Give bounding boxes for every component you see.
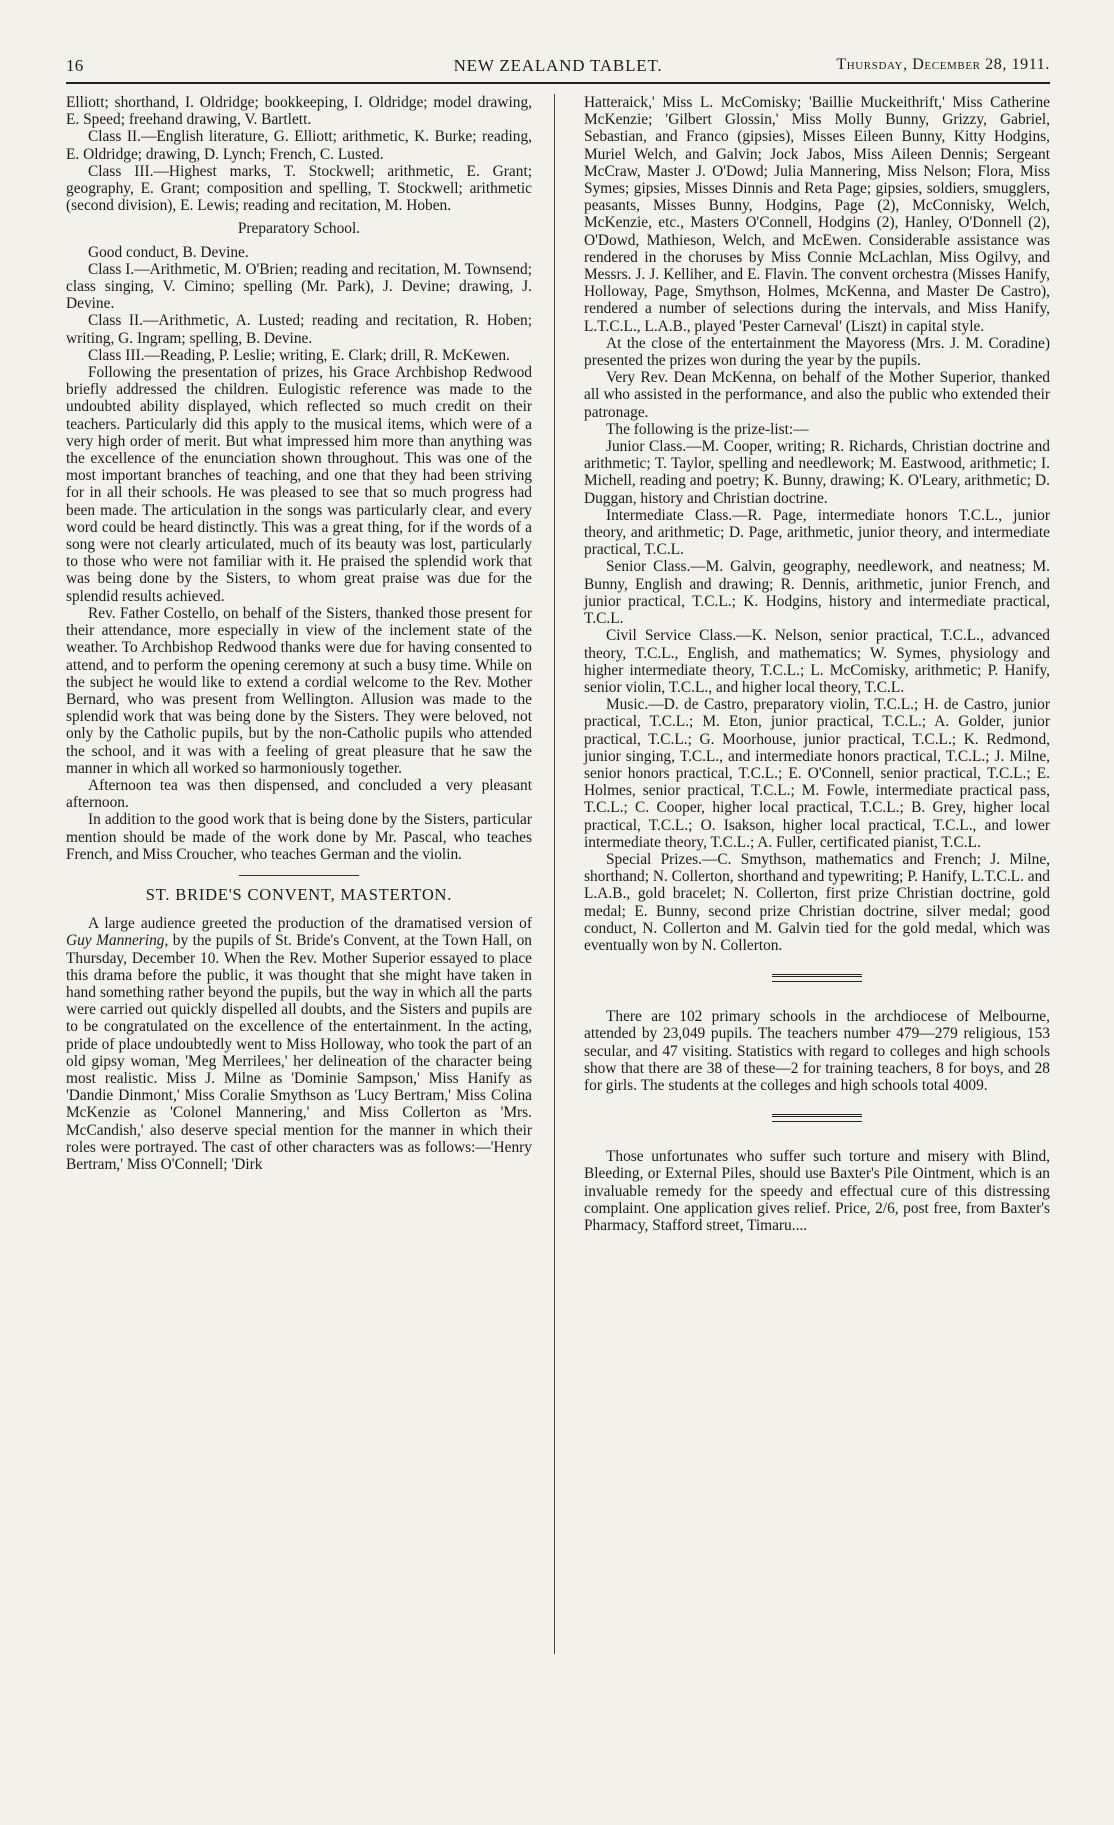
paragraph: Civil Service Class.—K. Nelson, senior practical, T.C.L., advanced theory, T.C.L., English, and mathematics; W. Symes, physiology and higher intermediate theory, T.C.L.; L. McComisky, arithmetic; P. Hanify, senior violin, T.C.L., and higher local theory, T.C.L. (584, 627, 1050, 696)
paragraph: Music.—D. de Castro, preparatory violin, T.C.L.; H. de Castro, junior practical, T.C.L.; M. Eton, junior practical, T.C.L.; A. Golder, junior practical, T.C.L.; G. Moorhouse, junior practical, T.C.L.; K. Redmond, junior singing, T.C.L., and intermediate honors practical, T.C.L.; J. Milne, senior honors practical, T.C.L.; E. O'Connell, senior practical, T.C.L.; E. Holmes, senior practical, T.C.L.; M. Fowle, intermediate practical pass, T.C.L.; C. Cooper, higher local practical, T.C.L.; B. Grey, higher local practical, T.C.L.; O. Isakson, higher local practical, T.C.L., and lower intermediate theory, T.C.L.; A. Fuller, certificated pianist, T.C.L. (584, 696, 1050, 851)
masthead: NEW ZEALAND TABLET. (453, 56, 663, 75)
paragraph: A large audience greeted the production of the dramatised version of Guy Mannering, by the pupils of St. Bride's Convent, at the Town Hall, on Thursday, December 10. When the Rev. Mother Superior essayed to place this drama before the public, it was thought that she might have taken in hand something rather beyond the pupils, but the way in which all the parts were carried out quickly dispelled all doubts, and the Sisters and pupils are to be congratulated on the excellence of the entertainment. In the acting, pride of place undoubtedly went to Miss Holloway, who took the part of an old gipsy woman, 'Meg Merrilees,' her delineation of the character being most realistic. Miss J. Milne as 'Dominie Sampson,' Miss Hanify as 'Dandie Dinmont,' Miss Coralie Smythson as 'Lucy Bertram,' Miss Colina McKenzie as 'Colonel Mannering,' and Miss Collerton as 'Mrs. McCandish,' also deserve special mention for the manner in which their roles were portrayed. The cast of other characters was as follows:—'Henry Bertram,' Miss O'Connell; 'Dirk (66, 915, 532, 1173)
column-divider (554, 94, 555, 1654)
paragraph: Those unfortunates who suffer such torture and misery with Blind, Bleeding, or External Piles, should use Baxter's Pile Ointment, which is an invaluable remedy for the speedy and effectual cure of this distressing complaint. One application gives relief. Price, 2/6, post free, from Baxter's Pharmacy, Stafford street, Timaru.... (584, 1148, 1050, 1234)
page-number: 16 (66, 56, 84, 75)
paragraph: Elliott; shorthand, I. Oldridge; bookkeeping, I. Oldridge; model drawing, E. Speed; freehand drawing, V. Bartlett. (66, 94, 532, 129)
paragraph: There are 102 primary schools in the archdiocese of Melbourne, attended by 23,049 pupils. The teachers number 479—279 religious, 153 secular, and 47 visiting. Statistics with regard to colleges and high schools show that there are 38 of these—2 for training teachers, 8 for boys, and 28 for girls. The students at the colleges and high schools total 4009. (584, 1008, 1050, 1094)
section-rule (239, 875, 359, 876)
paragraph: Class II.—English literature, G. Elliott; arithmetic, K. Burke; reading, E. Oldridge; drawing, D. Lynch; French, C. Lusted. (66, 128, 532, 163)
paragraph: Intermediate Class.—R. Page, intermediate honors T.C.L., junior theory, and arithmetic; D. Page, arithmetic, junior theory, and intermediate practical, T.C.L. (584, 506, 1050, 559)
paragraph: The following is the prize-list:— (606, 420, 809, 438)
left-column (66, 94, 532, 1173)
header-rule (66, 82, 1050, 84)
paragraph: In addition to the good work that is being done by the Sisters, particular mention should be made of the work done by Mr. Pascal, who teaches French, and Miss Croucher, who teaches German and the violin. (66, 811, 532, 863)
paragraph: Hatteraick,' Miss L. McComisky; 'Baillie Muckeithrift,' Miss Catherine McKenzie; 'Gilbert Glossin,' Miss Molly Bunny, Grizzy, Gabriel, Sebastian, and Franco (gipsies), Misses Eileen Bunny, Kitty Hodgins, Muriel Welch, and Galvin; Jock Jabos, Miss Aileen Dennis; Sergeant McCraw, Master J. O'Dowd; Julia Mannering, Miss Nelson; Flora, Miss Symes; gipsies, Misses Dinnis and Reta Page; gipsies, soldiers, smugglers, peasants, Misses Bunny, Hodgins, Page (2), McConnisky, Welch, McKenzie, etc., Masters O'Connell, Hodgins (2), Hanley, O'Donnell (2), O'Dowd, Mathieson, Welch, and McEwen. Considerable assistance was rendered in the choruses by Miss Connie McLachlan, Miss Ogilvy, and Messrs. J. J. Kelliher, and E. Flavin. The convent orchestra (Misses Hanify, Holloway, Page, Smythson, Holmes, McKenna, and Master De Castro), rendered a number of selections during the intervals, and Miss Hanify, L.T.C.L., L.A.B., played 'Pester Carneval' (Liszt) in capital style. (584, 94, 1050, 335)
paragraph: Senior Class.—M. Galvin, geography, needlework, and neatness; M. Bunny, English and drawing; R. Dennis, arithmetic, junior French, and junior practical, T.C.L.; K. Hodgins, history and intermediate practical, T.C.L. (584, 558, 1050, 628)
paragraph: Class III.—Highest marks, T. Stockwell; arithmetic, E. Grant; geography, E. Grant; composition and spelling, T. Stockwell; arithmetic (second division), E. Lewis; reading and recitation, M. Hoben. (66, 162, 532, 215)
paragraph: Class II.—Arithmetic, A. Lusted; reading and recitation, R. Hoben; writing, G. Ingram; spelling, B. Devine. (66, 312, 532, 347)
article-separator (772, 1114, 862, 1122)
paragraph: Class I.—Arithmetic, M. O'Brien; reading and recitation, M. Townsend; class singing, V. Cimino; spelling (Mr. Park), J. Devine; drawing, J. Devine. (66, 260, 532, 313)
paragraph: Rev. Father Costello, on behalf of the Sisters, thanked those present for their attendance, more especially in view of the inclement state of the weather. To Archbishop Redwood thanks were due for having consented to attend, and to perform the opening ceremony at such a busy time. While on the subject he would like to extend a cordial welcome to the Rev. Mother Bernard, who was present from Wellington. Allusion was made to the splendid work that was being done by the Sisters. They were beloved, not only by the Catholic pupils, but by the non-Catholic pupils who attended the school, and it was with a feeling of great pleasure that he saw the manner in which all worked so harmoniously together. (66, 604, 532, 777)
article-heading: ST. BRIDE'S CONVENT, MASTERTON. (145, 884, 453, 904)
paragraph: Class III.—Reading, P. Leslie; writing, E. Clark; drill, R. McKewen. (88, 346, 510, 364)
article-separator (772, 974, 862, 982)
page-header (66, 52, 1050, 82)
paragraph: Junior Class.—M. Cooper, writing; R. Richards, Christian doctrine and arithmetic; T. Taylor, spelling and needlework; M. Eastwood, arithmetic; I. Michell, reading and poetry; K. Bunny, drawing; K. O'Leary, arithmetic; D. Duggan, history and Christian doctrine. (584, 438, 1050, 507)
play-title: Guy Mannering (66, 932, 165, 950)
paragraph: Afternoon tea was then dispensed, and concluded a very pleasant afternoon. (66, 776, 532, 812)
right-column (584, 94, 1050, 1234)
paragraph: Special Prizes.—C. Smythson, mathematics and French; J. Milne, shorthand; N. Collerton, shorthand and typewriting; P. Hanify, L.T.C.L. and L.A.B., gold bracelet; N. Collerton, first prize Christian doctrine, gold medal; E. Bunny, second prize Christian doctrine, silver medal; good conduct, N. Collerton and M. Galvin tied for the gold medal, which was eventually won by N. Collerton. (584, 850, 1050, 954)
paragraph: Very Rev. Dean McKenna, on behalf of the Mother Superior, thanked all who assisted in the performance, and also the public who extended their patronage. (584, 369, 1050, 421)
issue-date: Thursday, December 28, 1911. (836, 56, 1050, 73)
subheading: Preparatory School. (237, 220, 361, 238)
paragraph: At the close of the entertainment the Mayoress (Mrs. J. M. Coradine) presented the prizes won during the year by the pupils. (584, 334, 1050, 370)
paragraph: Following the presentation of prizes, his Grace Archbishop Redwood briefly addressed the children. Eulogistic reference was made to the undoubted ability displayed, which reflected so much credit on their teachers. Particularly did this apply to the musical items, which were of a very high order of merit. But what impressed him more than anything was the excellence of the enunciation shown throughout. This was one of the most important branches of teaching, and one that they had been striving for in all their schools. He was pleased to see that so much progress had been made. The articulation in the songs was particularly clear, and every word could be heard distinctly. This was a great thing, for if the words of a song were not clearly articulated, much of its beauty was lost, particularly to those who were not familiar with it. He praised the splendid work that was being done by the Sisters, to whom great praise was due for the splendid results achieved. (66, 364, 532, 605)
paragraph: Good conduct, B. Devine. (88, 243, 249, 261)
